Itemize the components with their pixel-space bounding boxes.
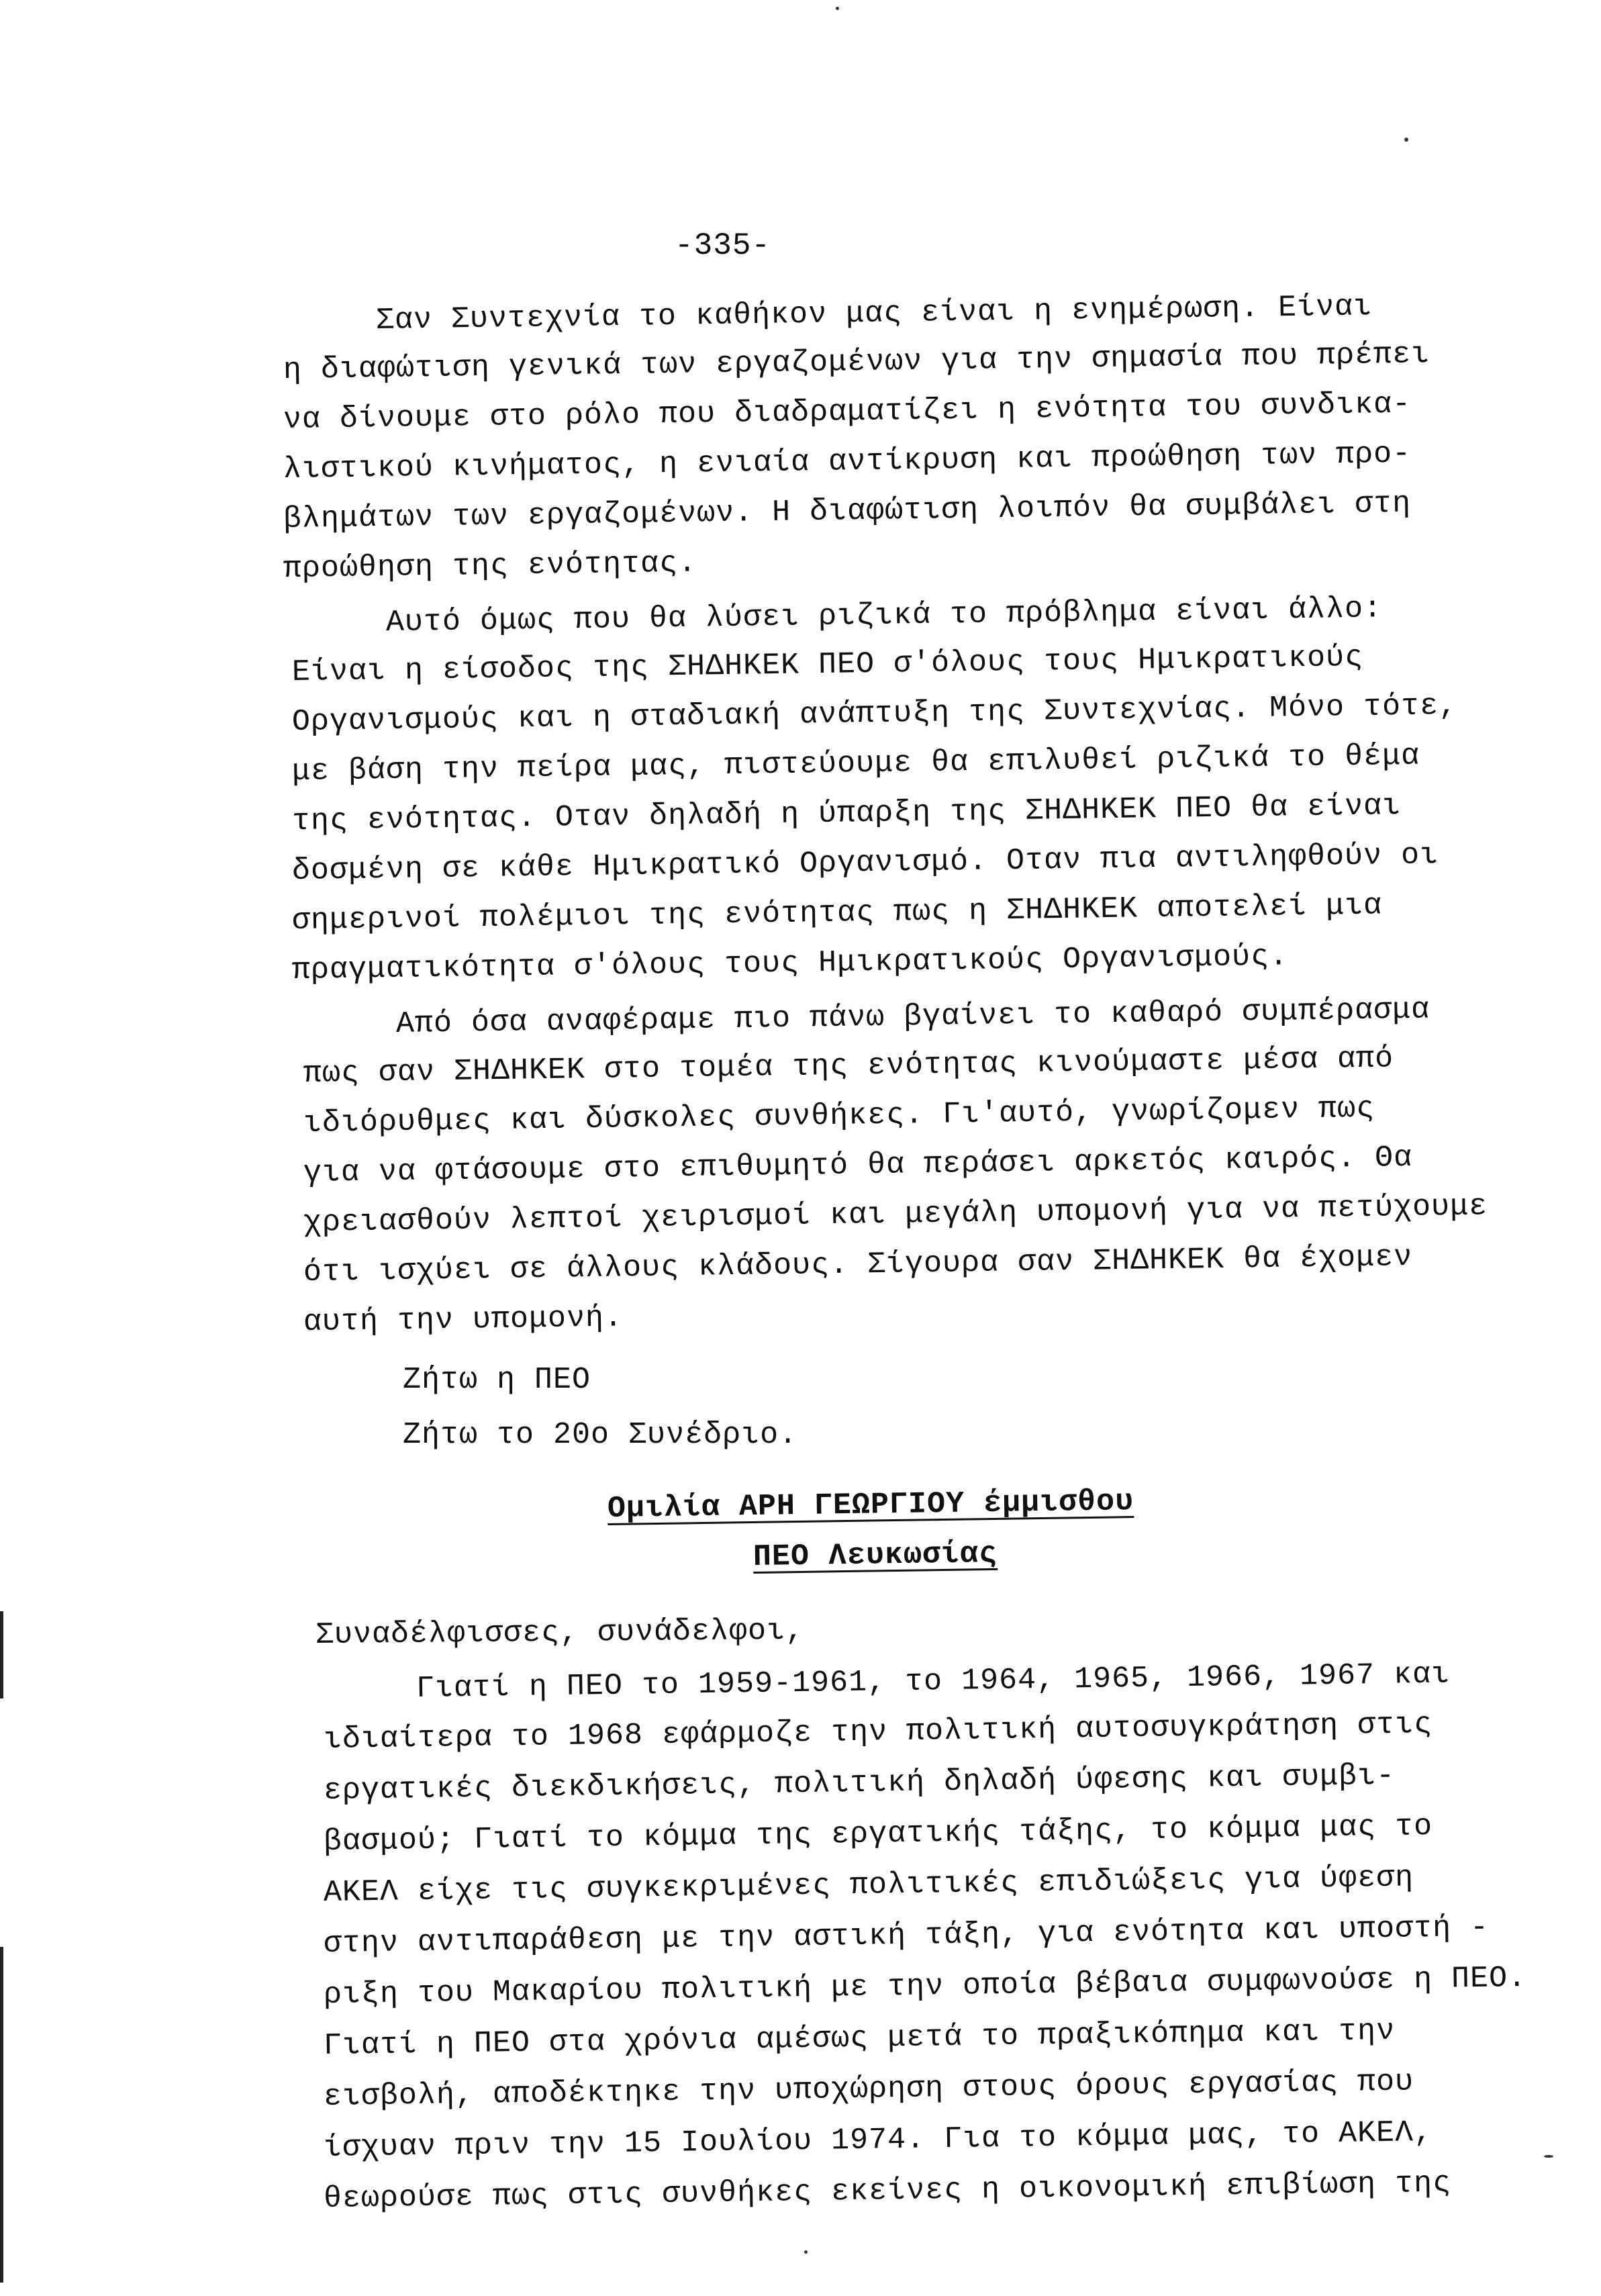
speech-line-8: Γιατί η ΠΕΟ στα χρόνια αμέσως μετά το πραξικόπημα και την (323, 2013, 1396, 2063)
slogan-1: Ζήτω η ΠΕΟ (403, 1363, 591, 1397)
paragraph-3-line-3: ιδιόρυθμες και δύσκολες συνθήκες. Γι'αυτό, γνωρίζομεν πως (303, 1091, 1375, 1141)
speech-line-10: ίσχυαν πριν την 15 Ιουλίου 1974. Για το κόμμα μας, το ΑΚΕΛ, (323, 2115, 1433, 2165)
paragraph-1-line-3: να δίνουμε στο ρόλο που διαδραματίζει η ενότητα του συνδικα- (283, 387, 1412, 437)
scan-edge-mark (0, 1611, 3, 1699)
speech-line-6: στην αντιπαράθεση με την αστική τάξη, για ενότητα και υποστή - (323, 1910, 1490, 1961)
speech-line-9: εισβολή, αποδέκτηκε την υποχώρηση στους όρους εργασίας που (323, 2064, 1414, 2114)
paragraph-1-line-5: βλημάτων των εργαζομένων. Η διαφώτιση λοιπόν θα συμβάλει στη (283, 486, 1412, 536)
paragraph-1-line-2: η διαφώτιση γενικά των εργαζομένων για την σημασία που πρέπει (283, 337, 1430, 387)
paragraph-3-line-1: Από όσα αναφέραμε πιο πάνω βγαίνει το καθαρό συμπέρασμα (395, 992, 1430, 1041)
paragraph-2-line-4: με βάση την πείρα μας, πιστεύουμε θα επιλυθεί ριζικά το θέμα (291, 738, 1420, 789)
scan-speck (804, 2250, 808, 2254)
paragraph-3-line-2: πως σαν ΣΗΔΗΚΕΚ στο τομέα της ενότητας κινούμαστε μέσα από (303, 1041, 1394, 1091)
speech-line-4: βασμού; Γιατί το κόμμα της εργατικής τάξης, το κόμμα μας το (323, 1809, 1433, 1859)
paragraph-1-line-1: Σαν Συντεχνία το καθήκον μας είναι η ενημέρωση. Είναι (375, 289, 1373, 338)
paragraph-1-line-6: προώθηση της ενότητας. (283, 546, 697, 586)
paragraph-2-line-8: πραγματικότητα σ'όλους τους Ημικρατικούς Οργανισμούς. (291, 939, 1289, 988)
paragraph-2-line-3: Οργανισμούς και η σταδιακή ανάπτυξη της Συντεχνίας. Μόνο τότε, (291, 688, 1458, 739)
speech-line-1: Γιατί η ΠΕΟ το 1959-1961, το 1964, 1965, 1966, 1967 και (416, 1657, 1451, 1706)
paragraph-3-line-5: χρειασθούν λεπτοί χειρισμοί και μεγάλη υπομονή για να πετύχουμε (303, 1189, 1488, 1240)
speech-line-7: ριξη του Μακαρίου πολιτική με την οποία βέβαια συμφωνούσε η ΠΕΟ. (323, 1960, 1527, 2012)
paragraph-3-line-6: ότι ισχύει σε άλλους κλάδους. Σίγουρα σαν ΣΗΔΗΚΕΚ θα έχομεν (303, 1239, 1413, 1290)
speech-line-5: ΑΚΕΛ είχε τις συγκεκριμένες πολιτικές επιδιώξεις για ύφεση (323, 1860, 1414, 1910)
speech-line-3: εργατικές διεκδικήσεις, πολιτική δηλαδή ύφεσης και συμβι- (323, 1758, 1396, 1808)
scan-edge-mark (0, 1947, 3, 2283)
paragraph-1-line-4: λιστικού κινήματος, η ενιαία αντίκρυση και προώθηση των προ- (283, 436, 1412, 487)
speech-heading-line-2: ΠΕΟ Λευκωσίας (753, 1536, 998, 1574)
paragraph-2-line-1: Αυτό όμως που θα λύσει ριζικά το πρόβλημα είναι άλλο: (385, 591, 1383, 640)
scan-speck (836, 7, 839, 10)
speech-line-11: θεωρούσε πως στις συνθήκες εκείνες η οικονομική επιβίωση της (323, 2166, 1452, 2216)
paragraph-2-line-7: σημερινοί πολέμιοι της ενότητας πως η ΣΗΔΗΚΕΚ αποτελεί μια (291, 888, 1383, 938)
paragraph-2-line-5: της ενότητας. Οταν δηλαδή η ύπαρξη της ΣΗΔΗΚΕΚ ΠΕΟ θα είναι (291, 788, 1402, 839)
slogan-2: Ζήτω το 20ο Συνέδριο. (403, 1418, 798, 1452)
paragraph-2-line-6: δοσμένη σε κάθε Ημικρατικό Οργανισμό. Οταν πια αντιληφθούν οι (291, 838, 1439, 888)
scan-speck (1544, 2155, 1553, 2158)
salutation: Συναδέλφισσες, συνάδελφοι, (315, 1613, 805, 1652)
speech-heading-line-1: Ομιλία ΑΡΗ ΓΕΩΡΓΙΟΥ έμμισθου (607, 1484, 1134, 1526)
paragraph-3-line-4: για να φτάσουμε στο επιθυμητό θα περάσει αρκετός καιρός. Θα (303, 1140, 1413, 1190)
scan-speck (1404, 138, 1408, 142)
speech-line-2: ιδιαίτερα το 1968 εφάρμοζε την πολιτική αυτοσυγκράτηση στις (323, 1707, 1433, 1757)
page-number: -335- (675, 228, 771, 263)
paragraph-2-line-2: Είναι η είσοδος της ΣΗΔΗΚΕΚ ΠΕΟ σ'όλους τους Ημικρατικούς (291, 640, 1364, 689)
paragraph-3-line-7: αυτή την υπομονή. (303, 1300, 624, 1339)
